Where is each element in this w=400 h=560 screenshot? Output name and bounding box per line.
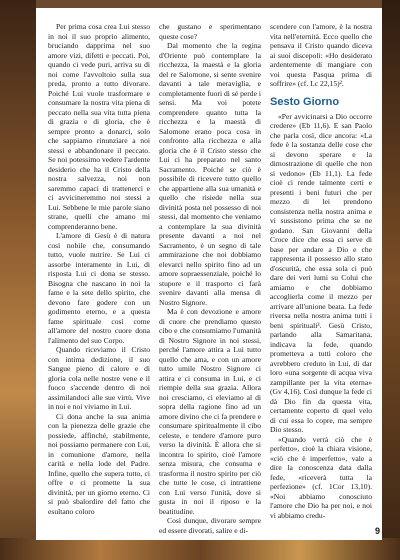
paragraph: «Per avvicinarsi a Dio occorre credere» (Eb 11,6). E san Paolo che parla così, dice ancora: «La fede è la sostanza delle cose che si devono sperare e la dimostrazione di quelle che non si vedono» (Eb 11,1). La fede cioè ci rende talmente certi e presenti i beni futuri che per mezzo di lei prendono consistenza nella nostra anima e vi sussistono prima che se ne godano. San Giovanni della Croce dice che essa ci serve di base per andare a Dio e che rappresenta il possesso allo stato d'oscurità, che essa sola ci può dare dei veri lumi su Colui che amiamo e che dobbiamo accoglierla come il mezzo per arrivare all'unione beata. La fede riversa nella nostra anima tutti i beni spirituali³. Gesù Cristo, parlando alla Samaritana, indicava la fede, quando prometteva a tutti coloro che avrebbero creduto in Lui, di dar loro «una sorgente di acqua viva zampillante per la vita eterna» (Gv 4,16). Così dunque la fede ci dà Dio fin da questa vita, certamente coperto di quel velo di cui essa lo copre, ma sempre Dio stesso. (270, 111, 372, 434)
text-column-2 (159, 22, 261, 540)
background-right-artwork (382, 0, 400, 560)
paragraph: Quando riceviamo il Cristo con intima dedizione, il suo Sangue pieno di calore e di gloria cola nelle nostre vene e il fuoco s'accende dentro di noi assimilandoci alle sue virtù. Vive in noi e noi viviamo in Lui. (48, 345, 150, 411)
paragraph: «Quando verrà ciò che è perfetto», cioè la chiara visione, «ciò che è imperfetto», vale a dire la conoscenza data dalla fede, «riceverà tutta la perfezione» (cf. 1Cor 13,10). «Noi abbiamo conosciuto l'amore che Dio ha per noi, e noi vi abbiamo credu- (270, 434, 372, 520)
paragraph: Ci dona anche la sua anima con la pienezza delle grazie che possiede, affinché, stabilmente, noi possiamo permanere con Lui, in comunione d'amore, nella carità e nella lode del Padre. Infine, quello che supera tutto, ci offre e ci promette la sua divinità, per un giorno eterno. Ci si può sbalordire del fatto che esultano coloro (48, 411, 150, 516)
paragraph: Ma è con devozione e amore di cuore che prendiamo questo cibo e che consumiamo l'umanità di Nostro Signore in noi stessi, perché l'amore attira a Lui tutto quello che ama, e con un amore tutto umile Nostro Signore ci attira e ci consuma in Lui, e ci riempie della sua grazia. Allora noi cresciamo, ci eleviamo al di sopra della ragione fino ad un amore divino che ci fa prendere e consumare spiritualmente il cibo celeste, e tendere d'amore puro verso la divinità. È allora che si incontra lo spirito, cioè l'amore senza misura, che consuma e trasforma il nostro spirito per ciò che tutte le cose, ci intrattiene con Lui verso l'unità, dove si gusta in noi il riposo e la beatitudine. (159, 307, 261, 516)
section-heading: Sesto Giorno (270, 95, 340, 108)
paragraph: Così dunque, divorare sempre ed essere divorati, salire e di- (159, 516, 261, 535)
paragraph: scendere con l'amore, è la nostra vita nell'eternità. Ecco quello che pensava il Cristo quando diceva ai suoi discepoli: «Ho desiderato ardentemente di mangiare con voi questa Pasqua prima di soffrire» (cf. Lc 22,15)². (270, 22, 372, 88)
background-left-artwork (0, 0, 36, 560)
paragraph: Dal momento che la regina d'Oriente può contemplare la ricchezza, la maestà e la gloria del re Salomone, si sente svenire davanti a tale meraviglia, e completamente fuori di sé perde i sensi. Ma voi potete comprendere quanto tutta la ricchezza e la maestà di Salomone erano poca cosa in confronto alla ricchezza e alla gloria che è il Cristo stesso che Lui ci ha preparato nel santo Sacramento. Poiché se ciò è possibile di ricevere tutto quello che appartiene alla sua umanità e quello che risiede nella sua divinità posta nel possesso di noi stessi, dal momento che veniamo a contemplare la sua divinità presente davanti a noi nel Sacramento, è un segno di tale ammirazione che noi dobbiamo elevarci nello spirito fino ad un amore sopraessenziale, poiché lo stupore e il trasporto ci farà svenire davanti alla mensa di Nostro Signore. (159, 41, 261, 307)
paragraph: Per prima cosa crea Lui stesso in noi il suo proprio alimento, bruciando dapprima nel suo amore vizi, difetti e peccati. Poi, quando ci vede puri, arriva su di noi come l'avvoltoio sulla sua preda, pronto a tutto divorare. Poiché Lui vuole trasformare e consumare la nostra vita piena di peccato nella sua vita tutta piena di grazia e di gloria, che è sempre pronto a donarci, solo che sappiamo rinunziare a noi stessi e abbandonare il peccato. Se noi potessimo vedere l'ardente desiderio che ha il Cristo della nostra salvezza, noi non saremmo capaci di trattenerci e ci avvicineremmo noi stessi a Lui. Sebbene le mie parole siano strane, quelli che amano mi comprenderanno bene. (48, 22, 150, 231)
paragraph: L'amore di Gesù è di natura così nobile che, consumando tutto, vuole nutrire. Se Lui ci assorbe interamente in Lui, di risposta Lui ci dona se stesso. Bisogna che nascano in noi la fame e la sete dello spirito, che devono fare godere con un godimento eterno, e a questa fame spirituale così come all'amore del nostro cuore dona l'alimento del suo Corpo. (48, 231, 150, 345)
page-number: 9 (374, 526, 380, 536)
text-column-3 (270, 22, 372, 540)
paragraph: che gustano e sperimentano queste cose? (159, 22, 261, 41)
text-column-1 (48, 22, 150, 540)
background-bottom-artwork (0, 538, 400, 560)
page-sheet (36, 8, 382, 540)
